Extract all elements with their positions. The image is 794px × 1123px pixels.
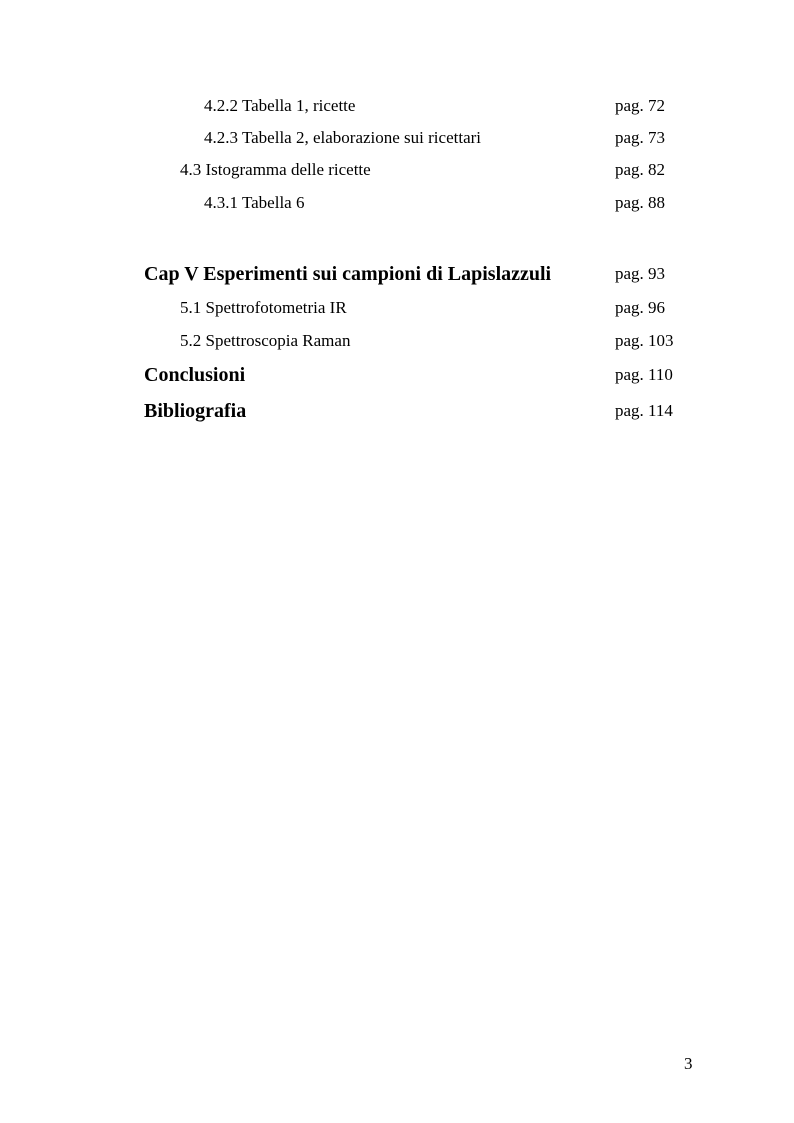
toc-entry-title: 4.2.2 Tabella 1, ricette	[204, 96, 356, 115]
toc-entry-5-1	[0, 299, 794, 329]
toc-entry-page: pag. 114	[615, 401, 673, 420]
toc-entry-page: pag. 93	[615, 264, 666, 283]
toc-entry-cap-v	[0, 264, 794, 294]
toc-entry-title: 4.2.3 Tabella 2, elaborazione sui ricettari	[204, 128, 481, 147]
toc-entry-page: pag. 96	[615, 298, 666, 317]
toc-entry-title: 4.3.1 Tabella 6	[204, 193, 305, 212]
toc-entry-4-3	[0, 161, 794, 191]
toc-entry-bibliografia	[0, 401, 794, 431]
toc-chapter-title: Cap V Esperimenti sui campioni di Lapislazzuli	[144, 263, 552, 285]
toc-entry-title: 5.2 Spettroscopia Raman	[180, 331, 351, 350]
toc-entry-title: 4.3 Istogramma delle ricette	[180, 160, 371, 179]
toc-entry-conclusioni	[0, 365, 794, 395]
toc-chapter-title: Bibliografia	[144, 400, 247, 422]
toc-entry-4-2-3	[0, 129, 794, 159]
toc-entry-page: pag. 72	[615, 96, 666, 115]
toc-entry-title: 5.1 Spettrofotometria IR	[180, 298, 347, 317]
toc-entry-5-2	[0, 332, 794, 362]
toc-entry-page: pag. 103	[615, 331, 674, 350]
page-number: 3	[684, 1054, 693, 1073]
toc-entry-page: pag. 73	[615, 128, 666, 147]
toc-entry-page: pag. 110	[615, 365, 673, 384]
toc-entry-page: pag. 88	[615, 193, 666, 212]
toc-chapter-title: Conclusioni	[144, 364, 246, 386]
toc-entry-4-2-2	[0, 97, 794, 127]
toc-entry-page: pag. 82	[615, 160, 666, 179]
toc-entry-4-3-1	[0, 194, 794, 224]
